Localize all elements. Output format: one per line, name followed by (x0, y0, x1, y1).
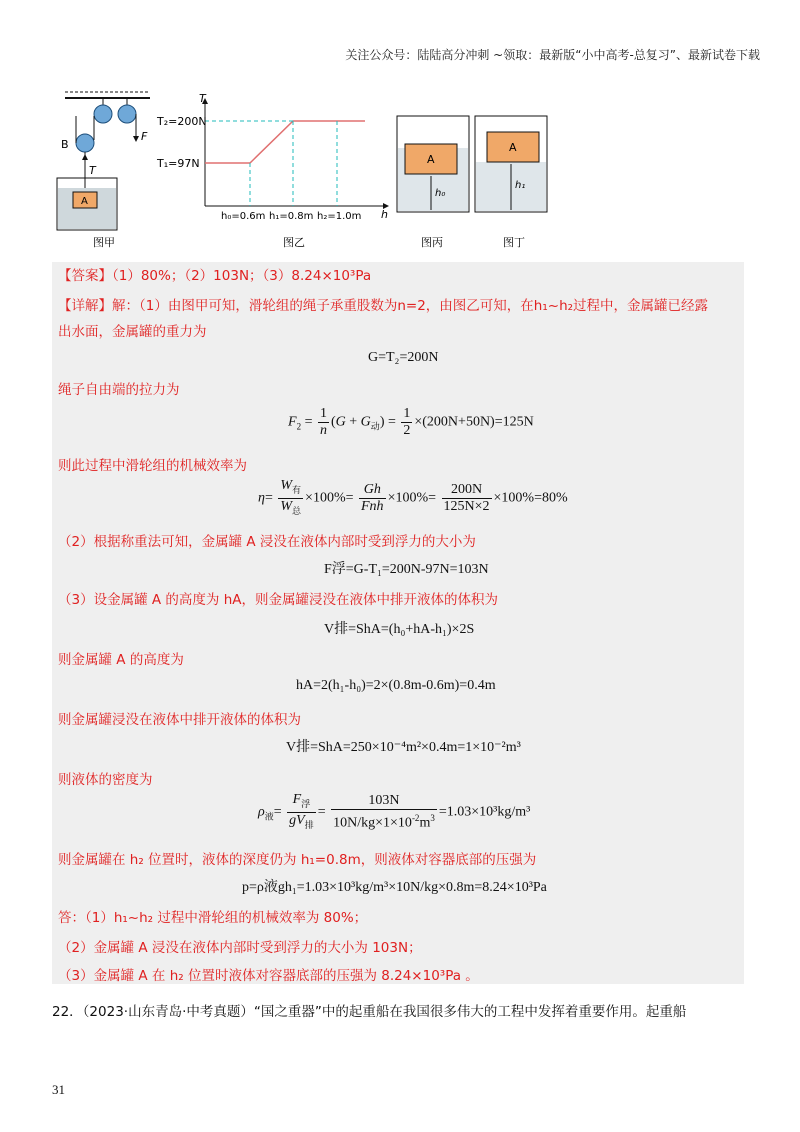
caption-yi: 图乙 (283, 236, 305, 249)
label-h2: h₂=1.0m (317, 211, 362, 222)
detail-line-10: 则金属罐在 h₂ 位置时，液体的深度仍为 h₁=0.8m，则液体对容器底部的压强为 (58, 852, 537, 868)
page-number: 31 (52, 1082, 65, 1097)
caption-ding: 图丁 (503, 236, 525, 249)
label-F: F (141, 130, 148, 143)
detail-line-2: 出水面，金属罐的重力为 (58, 324, 207, 340)
label-h0: h₀=0.6m (221, 211, 266, 222)
detail-line-1 (58, 294, 708, 314)
equation-8-rhs: =1.03×10³kg/m³ (438, 804, 531, 820)
answer-line (58, 264, 371, 284)
conclusion-2: （2）金属罐 A 浸没在液体内部时受到浮力的大小为 103N； (58, 940, 422, 956)
figure-yi (156, 92, 389, 249)
conclusion-3: （3）金属罐 A 在 h₂ 位置时液体对容器底部的压强为 8.24×10³Pa 。 (58, 968, 479, 984)
equation-3-rhs: ×100%=80% (493, 490, 568, 506)
label-h1: h₁=0.8m (269, 211, 314, 222)
figure-jia (57, 92, 150, 249)
detail-line-8: 则金属罐浸没在液体中排开液体的体积为 (58, 712, 301, 728)
equation-3: η= $\frac{W_有}{W_总}$ ×100%= $\frac{Gh}{\text{Fnh}}$ ×100%= $\frac{200N}{125N\times 2}$ ×100%=80% (258, 478, 568, 516)
equation-4: F浮=G-T₁=200N-97N=103N (324, 562, 489, 577)
page-header: 关注公众号：陆陆高分冲刺 ~领取：最新版“小中高考-总复习”、最新试卷下载 (345, 48, 760, 62)
conclusion-1: 答：（1）h₁~h₂ 过程中滑轮组的机械效率为 80%； (58, 910, 368, 926)
detail-line-3: 绳子自由端的拉力为 (58, 382, 180, 398)
detail-line-6: （3）设金属罐 A 的高度为 hA，则金属罐浸没在液体中排开液体的体积为 (58, 592, 498, 608)
equation-2: $F_2$ = $\frac{1}{n}$ $(G + G_动)$ = $\frac{1}{2}$ ×(200N+50N)=125N (288, 406, 534, 438)
caption-jia: 图甲 (93, 236, 115, 249)
figures-svg (55, 88, 735, 248)
detail-label: 【详解】 (58, 298, 112, 314)
label-t2: T₂=200N (157, 115, 207, 128)
answer-panel (52, 262, 744, 984)
equation-2-rhs: ×(200N+50N)=125N (414, 414, 534, 430)
equation-1: G=T₂=200N (368, 350, 439, 365)
label-t1: T₁=97N (157, 157, 200, 170)
answer-parts: （1）80%；（2）103N；（3）8.24×10³Pa (112, 268, 372, 284)
figure-row (55, 88, 735, 248)
detail-line-5: （2）根据称重法可知，金属罐 A 浸没在液体内部时受到浮力的大小为 (58, 534, 476, 550)
detail-text-1: 解：（1）由图甲可知，滑轮组的绳子承重股数为n=2，由图乙可知，在h₁~h₂过程中，金属罐已经露 (112, 298, 709, 314)
label-A-jia: A (81, 196, 88, 207)
detail-line-7: 则金属罐 A 的高度为 (58, 652, 184, 668)
figure-ding (475, 116, 547, 249)
label-B: B (61, 138, 69, 151)
equation-6: hA=2(h₁-h₀)=2×(0.8m-0.6m)=0.4m (296, 678, 496, 693)
equation-7: V排=ShA=250×10⁻⁴m²×0.4m=1×10⁻²m³ (286, 740, 521, 755)
equation-8: $\rho_液=$ $\frac{F_浮}{gV_排}$ = $\frac{103N}{10N/kg\times 1\times 10^{-2}m^3}$ =1.03×10³kg/m³ (258, 792, 531, 831)
label-h-ding: h₁ (515, 180, 526, 191)
answer-label: 【答案】 (58, 268, 112, 284)
next-question: 22．（2023·山东青岛·中考真题）“国之重器”中的起重船在我国很多伟大的工程中发挥着重要作用。起重船 (52, 1004, 687, 1020)
label-T: T (89, 164, 96, 177)
caption-bing: 图丙 (421, 236, 443, 249)
equation-9: p=ρ液gh₁=1.03×10³kg/m³×10N/kg×0.8m=8.24×10³Pa (242, 880, 547, 895)
detail-line-4: 则此过程中滑轮组的机械效率为 (58, 458, 247, 474)
axis-T: T (199, 92, 206, 105)
axis-h: h (381, 208, 388, 221)
label-A-ding: A (509, 141, 517, 154)
figure-bing (397, 116, 469, 249)
label-A-bing: A (427, 153, 435, 166)
label-h-bing: h₀ (435, 188, 446, 199)
equation-5: V排=ShA=(h₀+hA-h₁)×2S (324, 622, 475, 637)
detail-line-9: 则液体的密度为 (58, 772, 153, 788)
